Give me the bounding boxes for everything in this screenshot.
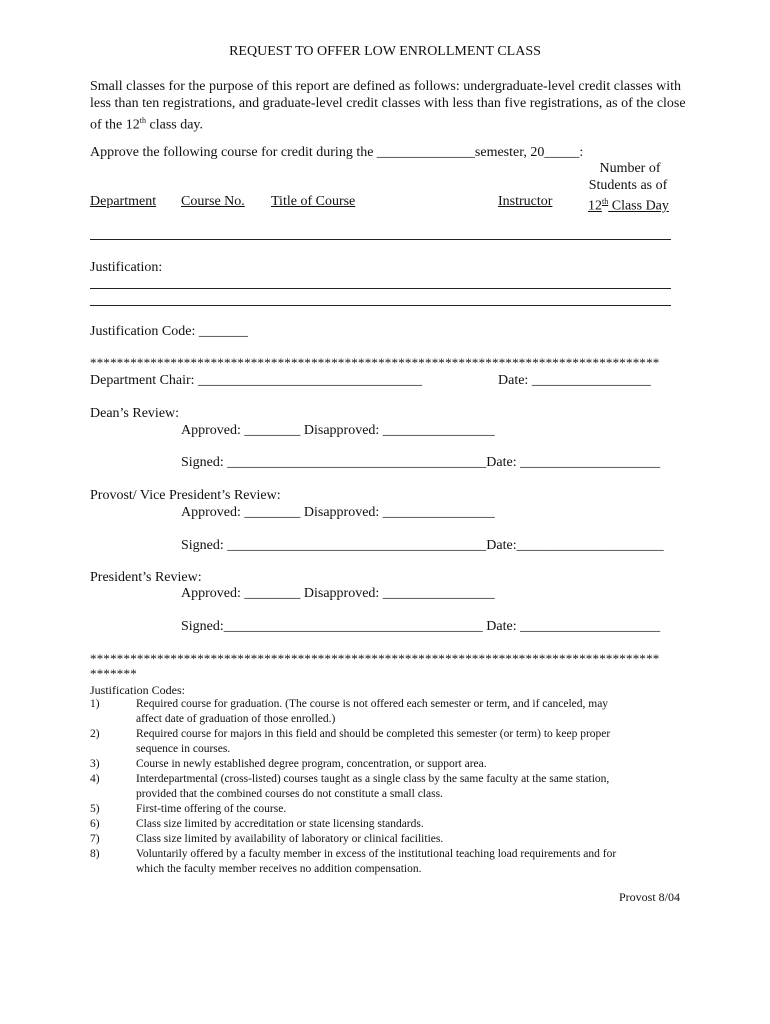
intro-line-2: less than ten registrations, and graduate-level credit classes with less than five registrations, as of the close — [90, 96, 686, 111]
code-item-2-cont — [90, 742, 690, 757]
code-num: 5) — [90, 803, 100, 815]
separator-stars-1: ************************************************************************************* — [90, 355, 660, 370]
code-item-3 — [90, 757, 690, 772]
presidents-approved-field[interactable]: Approved: ________ Disapproved: ________________ — [181, 586, 495, 601]
intro-line-1: Small classes for the purpose of this report are defined as follows: undergraduate-level credit classes with — [90, 79, 682, 94]
code-text: sequence in courses. — [136, 743, 231, 755]
provost-approved-field[interactable]: Approved: ________ Disapproved: ________________ — [181, 505, 495, 520]
code-num: 7) — [90, 833, 100, 845]
students-header-classday: Class Day — [608, 198, 669, 214]
code-text: Class size limited by availability of laboratory or clinical facilities. — [136, 833, 444, 845]
code-num: 3) — [90, 758, 100, 770]
approve-semester-line[interactable]: Approve the following course for credit during the ______________semester, 20_____: — [90, 145, 584, 160]
code-item-2 — [90, 727, 690, 742]
deans-approved-field[interactable]: Approved: ________ Disapproved: ________________ — [181, 423, 495, 438]
code-num: 6) — [90, 818, 100, 830]
separator-stars-2: ************************************************************************************* — [90, 651, 660, 666]
code-item-4 — [90, 772, 690, 787]
course-entry-line[interactable] — [90, 239, 671, 240]
intro-line-3-post: class day. — [146, 117, 204, 133]
code-item-7 — [90, 832, 690, 847]
code-text: Required course for graduation. (The course is not offered each semester or term, and if canceled, may — [136, 698, 609, 710]
code-item-8 — [90, 847, 690, 862]
provost-signed-field[interactable]: Signed: _____________________________________Date:_____________________ — [181, 538, 664, 553]
justification-line-2[interactable] — [90, 305, 671, 306]
intro-line-3 — [90, 112, 203, 134]
code-num: 2) — [90, 728, 100, 740]
intro-line-3-pre: of the 12 — [90, 117, 140, 133]
justification-codes-heading: Justification Codes: — [90, 683, 185, 697]
code-num: 8) — [90, 848, 100, 860]
code-item-1-cont — [90, 712, 690, 727]
code-text: provided that the combined courses do not constitute a small class. — [136, 788, 443, 800]
code-item-8-cont — [90, 862, 690, 877]
column-course-no: Course No. — [181, 194, 245, 209]
code-text: which the faculty member receives no addition compensation. — [136, 863, 422, 875]
justification-line-1[interactable] — [90, 288, 671, 289]
justification-code-field[interactable]: Justification Code: _______ — [90, 324, 248, 339]
department-chair-field[interactable]: Department Chair: ________________________________ — [90, 373, 423, 388]
code-text: Class size limited by accreditation or state licensing standards. — [136, 818, 424, 830]
justification-codes-list — [90, 697, 690, 877]
form-version-footer: Provost 8/04 — [618, 890, 680, 904]
page-title: REQUEST TO OFFER LOW ENROLLMENT CLASS — [229, 44, 541, 59]
students-header-12: 12 — [588, 198, 602, 214]
presidents-review-heading: President’s Review: — [90, 570, 202, 585]
deans-review-heading: Dean’s Review: — [90, 406, 180, 421]
code-item-5 — [90, 802, 690, 817]
deans-signed-field[interactable]: Signed: _____________________________________Date: ____________________ — [181, 455, 661, 470]
students-header-sup: th — [602, 197, 609, 206]
students-header-line-2: Students as of — [588, 178, 668, 193]
code-num: 1) — [90, 698, 100, 710]
code-num: 4) — [90, 773, 100, 785]
code-text: First-time offering of the course. — [136, 803, 287, 815]
presidents-signed-field[interactable]: Signed:_____________________________________ Date: ____________________ — [181, 619, 661, 634]
separator-stars-2-continued: ******* — [90, 666, 137, 681]
code-text: Voluntarily offered by a faculty member in excess of the institutional teaching load requirements and for — [136, 848, 617, 860]
code-item-4-cont — [90, 787, 690, 802]
code-text: Interdepartmental (cross-listed) courses taught as a single class by the same faculty at the same station, — [136, 773, 610, 785]
provost-review-heading: Provost/ Vice President’s Review: — [90, 488, 281, 503]
students-header-line-3 — [588, 193, 669, 215]
intro-line-3-sup: th — [139, 116, 146, 125]
code-item-1 — [90, 697, 690, 712]
department-chair-date-field[interactable]: Date: _________________ — [498, 373, 651, 388]
code-item-6 — [90, 817, 690, 832]
column-instructor: Instructor — [498, 194, 553, 209]
students-header-line-1: Number of — [599, 161, 661, 176]
justification-label: Justification: — [90, 260, 163, 275]
code-text: Course in newly established degree program, concentration, or support area. — [136, 758, 487, 770]
column-department: Department — [90, 194, 157, 209]
column-title-of-course: Title of Course — [271, 194, 356, 209]
code-text: affect date of graduation of those enrolled.) — [136, 713, 336, 725]
code-text: Required course for majors in this field and should be completed this semester (or term) to keep proper — [136, 728, 611, 740]
